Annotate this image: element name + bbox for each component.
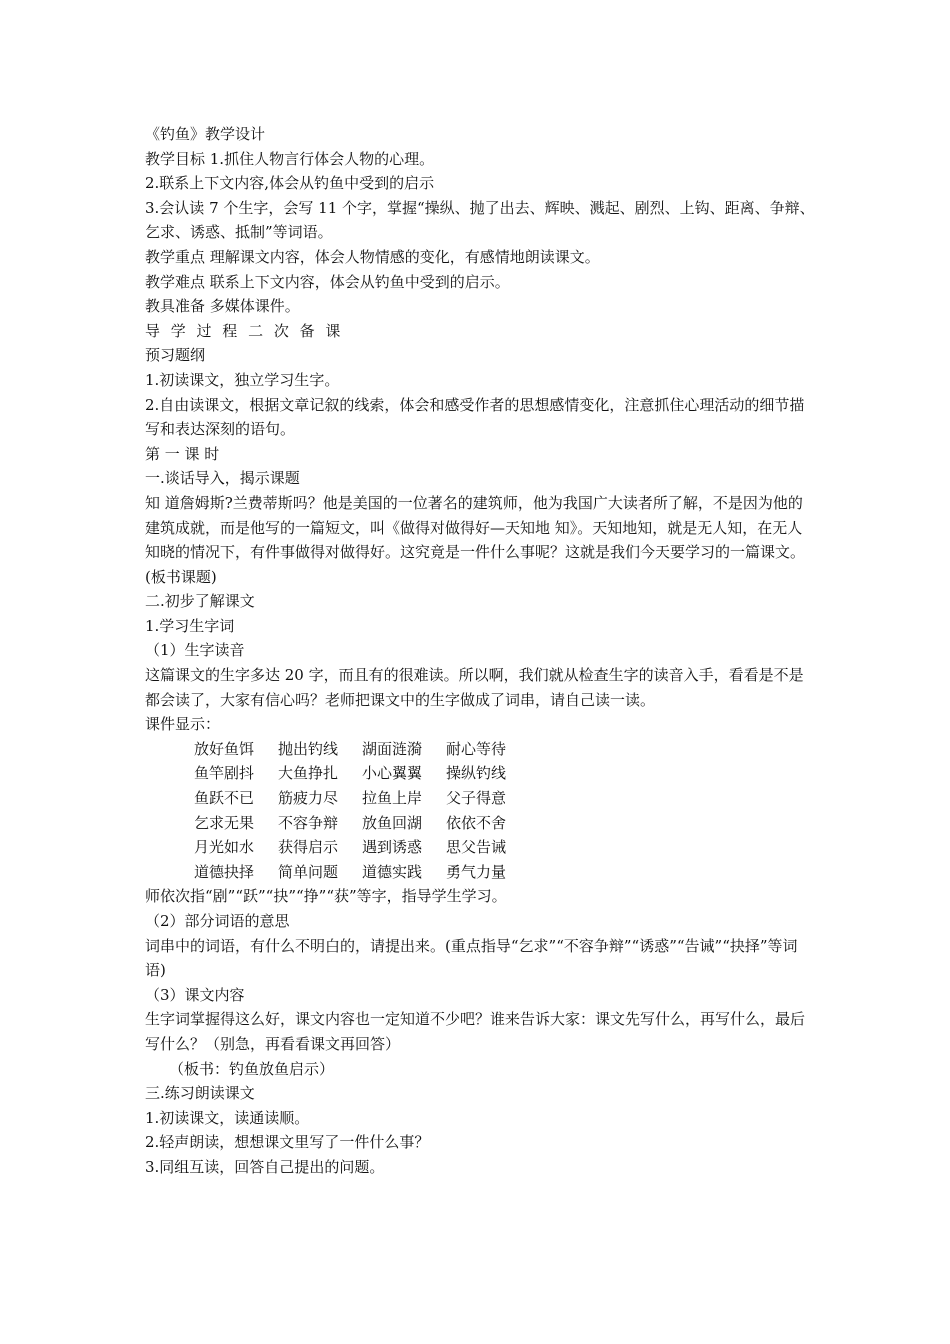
vocab-word: 不容争辩 xyxy=(278,813,339,832)
vocab-word: 大鱼挣扎 xyxy=(278,764,339,783)
vocab-word: 放鱼回湖 xyxy=(362,813,423,832)
vocab-word: 遇到诱惑 xyxy=(362,838,423,857)
practice-item: 1.初读课文，读通读顺。 xyxy=(145,1108,310,1127)
vocab-word: 小心翼翼 xyxy=(362,764,423,783)
vocab-row xyxy=(145,811,815,836)
vocab-word: 拉鱼上岸 xyxy=(362,789,423,808)
goal-line: 教学目标 1.抓住人物言行体会人物的心理。 xyxy=(145,149,435,168)
vocab-word: 月光如水 xyxy=(194,838,255,857)
subsection-title: （1）生字读音 xyxy=(145,641,245,660)
vocab-word: 操纵钓线 xyxy=(446,764,507,783)
vocab-table xyxy=(145,737,815,885)
guide-text: 师依次指“剧”“跃”“抉”“挣”“获”等字，指导学生学习。 xyxy=(145,887,507,906)
vocab-word: 放好鱼饵 xyxy=(194,739,255,758)
vocab-word: 筋疲力尽 xyxy=(278,789,339,808)
vocab-word: 鱼竿剧抖 xyxy=(194,764,255,783)
vocab-row xyxy=(145,761,815,786)
preview-item: 2.自由读课文，根据文章记叙的线索，体会和感受作者的思想感情变化，注意抓住心理活动的细节描写和表达深刻的语句。 xyxy=(145,395,805,439)
section-paragraph: 生字词掌握得这么好，课文内容也一定知道不少吧？谁来告诉大家：课文先写什么，再写什么，最后写什么？（别急，再看看课文再回答） xyxy=(145,1010,806,1053)
courseware-label: 课件显示： xyxy=(145,715,221,734)
section-title: 三.练习朗读课文 xyxy=(145,1084,255,1103)
vocab-word: 乞求无果 xyxy=(194,813,255,832)
subsection-title: （3）课文内容 xyxy=(145,985,245,1004)
teaching-materials: 教具准备 多媒体课件。 xyxy=(145,297,300,316)
teaching-focus: 教学重点 理解课文内容，体会人物情感的变化，有感情地朗读课文。 xyxy=(145,247,600,266)
board-note: (板书课题) xyxy=(145,567,217,586)
vocab-word: 获得启示 xyxy=(278,838,339,857)
section-paragraph: 词串中的词语，有什么不明白的，请提出来。(重点指导“乞求”“不容争辩”“诱惑”“告诫”“抉择”等词语) xyxy=(145,936,798,980)
vocab-word: 耐心等待 xyxy=(446,739,507,758)
vocab-row xyxy=(145,737,815,762)
vocab-word: 湖面涟漪 xyxy=(362,739,423,758)
vocab-row xyxy=(145,786,815,811)
vocab-word: 简单问题 xyxy=(278,862,339,881)
vocab-word: 鱼跃不已 xyxy=(194,789,255,808)
practice-item: 3.同组互读，回答自己提出的问题。 xyxy=(145,1157,385,1176)
lesson-label: 第 一 课 时 xyxy=(145,444,220,463)
board-note: （板书：钓鱼放鱼启示） xyxy=(169,1059,335,1078)
teaching-difficulty: 教学难点 联系上下文内容，体会从钓鱼中受到的启示。 xyxy=(145,272,510,291)
subsection-title: （2）部分词语的意思 xyxy=(145,912,290,930)
section-paragraph: 知 道詹姆斯?兰费蒂斯吗？他是美国的一位著名的建筑师，他为我国广大读者所了解，不是因为他的建筑成就，而是他写的一篇短文，叫《做得对做得好—天知地 知》。天知地知，就是无人知，在无人知晓的情况下，有件事做得对做得好。这究竟是一件什么事呢？这就是我们今天要学习的一篇课文。 xyxy=(145,493,806,562)
goal-line: 2.联系上下文内容,体会从钓鱼中受到的启示 xyxy=(145,174,435,193)
preview-title: 预习题纲 xyxy=(145,346,206,365)
vocab-word: 父子得意 xyxy=(446,789,507,808)
document-title: 《钓鱼》教学设计 xyxy=(145,125,266,143)
vocab-word: 勇气力量 xyxy=(446,862,507,881)
vocab-word: 抛出钓线 xyxy=(278,739,339,758)
vocab-row xyxy=(145,835,815,860)
section-title: 一.谈话导入，揭示课题 xyxy=(145,469,300,488)
vocab-word: 道德抉择 xyxy=(194,862,255,881)
vocab-word: 依依不舍 xyxy=(446,813,507,832)
subsection-title: 1.学习生字词 xyxy=(145,616,235,635)
practice-item: 2.轻声朗读，想想课文里写了一件什么事？ xyxy=(145,1133,430,1152)
process-header: 导 学 过 程 二 次 备 课 xyxy=(145,321,344,340)
section-paragraph: 这篇课文的生字多达 20 字，而且有的很难读。所以啊，我们就从检查生字的读音入手，看看是不是都会读了，大家有信心吗？老师把课文中的生字做成了词串，请自己读一读。 xyxy=(145,666,804,709)
goal-line: 3.会认读 7 个生字，会写 11 个字，掌握“操纵、抛了出去、辉映、溅起、剧烈、上钩、距离、争辩、乞求、诱惑、抵制”等词语。 xyxy=(145,198,815,242)
vocab-row xyxy=(145,860,815,885)
preview-item: 1.初读课文，独立学习生字。 xyxy=(145,370,340,389)
vocab-word: 道德实践 xyxy=(362,862,423,881)
document-page xyxy=(145,122,815,1180)
section-title: 二.初步了解课文 xyxy=(145,592,255,611)
vocab-word: 思父告诫 xyxy=(446,838,507,857)
